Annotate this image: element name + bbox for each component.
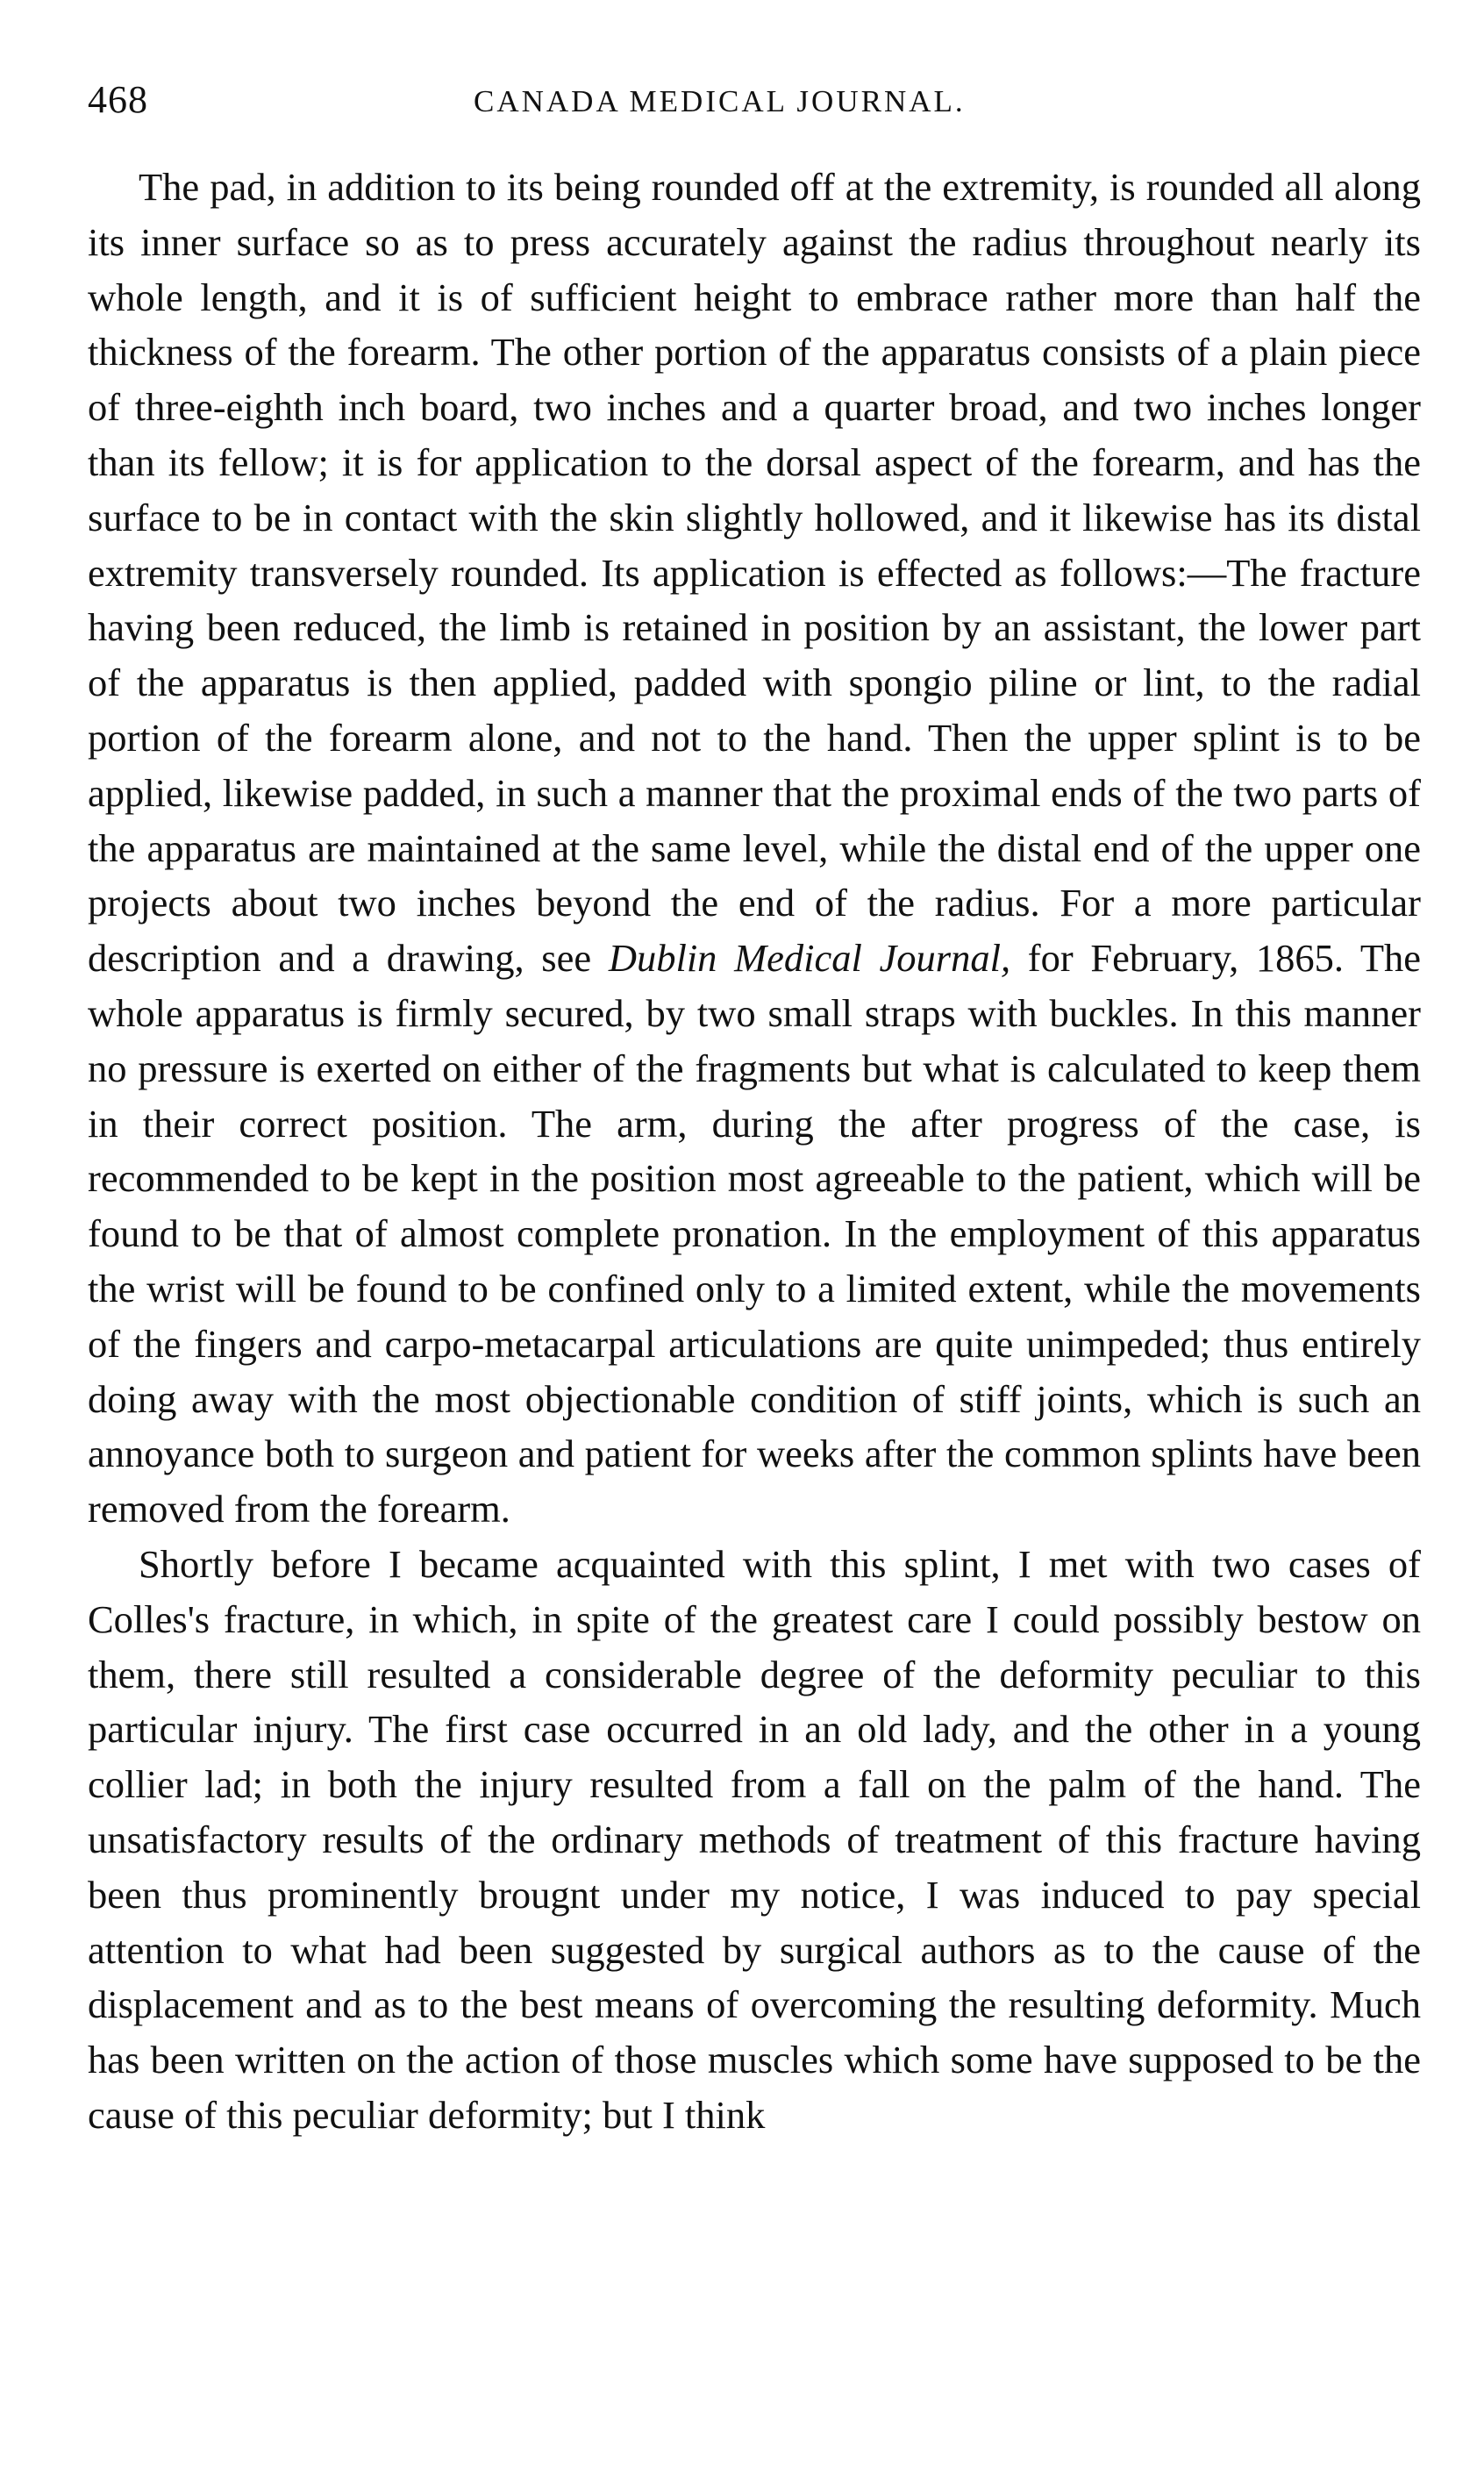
paragraph-splint-description (88, 160, 1421, 1537)
page-number: 468 (88, 78, 148, 121)
page-header (88, 77, 1403, 130)
paragraph-text: The pad, in addition to its being rounded off at the extremity, is rounded all along its inner surface so as to press accurately against the radius throughout nearly its whole length, and it is of sufficient height to embrace rather more than half the thickness of the forearm. The other portion of the apparatus consists of a plain piece of three-eighth inch board, two inches and a quarter broad, and two inches longer than its fellow; it is for application to the dorsal aspect of the forearm, and has the surface to be in contact with the skin slightly hollowed, and it likewise has its distal extremity transversely rounded. Its application is effected as follows:—The fracture having been reduced, the limb is retained in position by an assistant, the lower part of the apparatus is then applied, padded with spongio piline or lint, to the radial portion of the forearm alone, and not to the hand. Then the upper splint is to be applied, likewise padded, in such a manner that the proximal ends of the two parts of the apparatus are maintained at the same level, while the distal end of the upper one projects about two inches beyond the end of the radius. For a more particular description and a drawing, see (88, 165, 1421, 981)
body-text (88, 160, 1421, 2143)
paragraph-colles-fracture-cases (88, 1537, 1421, 2143)
journal-citation: Dublin Medical Journal, (608, 936, 1011, 981)
running-head: CANADA MEDICAL JOURNAL. (474, 84, 966, 118)
paragraph-text: Shortly before I became acquainted with this splint, I met with two cases of Colles's fracture, in which, in spite of the greatest care I could possibly bestow on them, there still resulted a considerable degree of the deformity peculiar to this particular injury. The first case occurred in an old lady, and the other in a young collier lad; in both the injury resulted from a fall on the palm of the hand. The unsatisfactory results of the ordinary methods of treatment of this fracture having been thus prominently brougnt under my notice, I was induced to pay special attention to what had been suggested by surgical authors as to the cause of the displacement and as to the best means of overcoming the resulting deformity. Much has been written on the action of those muscles which some have supposed to be the cause of this peculiar deformity; but I think (88, 1541, 1421, 2137)
paragraph-text: for February, 1865. The whole apparatus is firmly secured, by two small straps with buckles. In this manner no pressure is exerted on either of the fragments but what is calculated to keep them in their correct position. The arm, during the after progress of the case, is recommended to be kept in the position most agreeable to the patient, which will be found to be that of almost complete pronation. In the employment of this apparatus the wrist will be found to be confined only to a limited extent, while the movements of the fingers and carpo-metacarpal articulations are quite unimpeded; thus entirely doing away with the most objectionable condition of stiff joints, which is such an annoyance both to surgeon and patient for weeks after the common splints have been removed from the forearm. (88, 936, 1422, 1532)
